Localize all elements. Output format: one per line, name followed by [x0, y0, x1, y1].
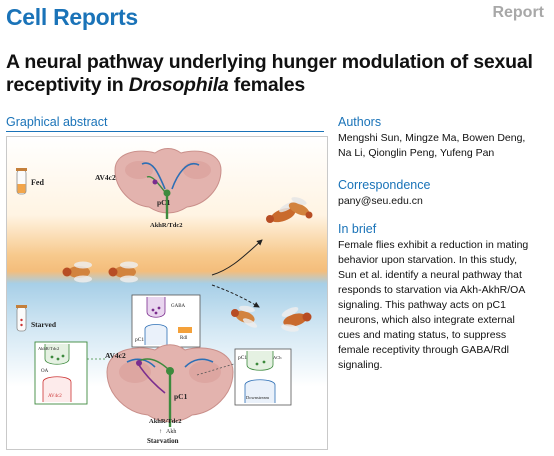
correspondence-label: Correspondence [338, 178, 431, 192]
fed-vial-icon [16, 168, 27, 194]
graphical-abstract [6, 136, 328, 450]
brief-line: signaling. [338, 359, 383, 371]
akhr-bottom-label: AkhR/Tdc2 [149, 418, 182, 425]
akh-label: Akh [166, 429, 177, 435]
inset-left-oa: OA [41, 369, 49, 374]
inset-left-av4c2: AV4c2 [48, 394, 62, 399]
authors-line: Na Li, Qionglin Peng, Yufeng Pan [338, 147, 495, 159]
starvation-label: Starvation [147, 437, 179, 445]
title-part1: A neural pathway underlying hunger modulation of sexual receptivity in [6, 51, 533, 96]
authors-line: Mengshi Sun, Mingze Ma, Bowen Deng, [338, 132, 526, 144]
inset-mid-pc1: pC1 [135, 337, 145, 343]
graphical-abstract-figure [7, 137, 327, 449]
authors-label: Authors [338, 115, 382, 129]
brief-line: neurons, which also integrate external [338, 314, 515, 326]
in-brief-text [338, 238, 550, 373]
inset-right-downstream: Downstream [246, 395, 269, 400]
authors-list [338, 131, 550, 161]
inset-left-akhr: AkhR/Tdc2 [38, 346, 60, 351]
av4c2-top-label: AV4c2 [95, 173, 116, 182]
akhr-top-label: AkhR/Tdc2 [150, 222, 183, 229]
pc1-top-label: pC1 [157, 198, 171, 207]
section-rule [6, 131, 324, 132]
graphical-abstract-label: Graphical abstract [6, 115, 108, 129]
correspondence-email[interactable]: pany@seu.edu.cn [338, 195, 423, 207]
starved-label: Starved [31, 320, 56, 329]
akh-up-arrow: ↑ [159, 429, 162, 435]
inset-right-pc1: pC1 [238, 355, 248, 361]
fed-label: Fed [31, 178, 44, 187]
inset-mid-gaba: GABA [171, 304, 186, 309]
brief-line: Sun et al. identify a neural pathway that [338, 269, 522, 281]
title-part2: females [228, 74, 306, 96]
title-italic: Drosophila [128, 74, 229, 96]
in-brief-label: In brief [338, 222, 377, 236]
brief-line: behavior upon starvation. In this study, [338, 254, 517, 266]
brief-line: cues and mating status, to suppress [338, 329, 507, 341]
inset-mid-rdl: Rdl [180, 336, 188, 341]
av4c2-bottom-label: AV4c2 [105, 351, 126, 360]
article-type: Report [492, 4, 544, 21]
brief-line: responds to starvation via Akh-AkhR/OA [338, 284, 526, 296]
inset-right-ach: ACh [273, 355, 282, 360]
brief-line: female receptivity through GABA/Rdl [338, 344, 509, 356]
article-title [6, 51, 546, 97]
brief-line: signaling. This pathway acts on pC1 [338, 299, 506, 311]
brief-line: Female flies exhibit a reduction in mating [338, 239, 529, 251]
starved-vial-icon [16, 305, 27, 331]
pc1-bottom-label: pC1 [174, 392, 188, 401]
journal-name: Cell Reports [6, 4, 138, 30]
